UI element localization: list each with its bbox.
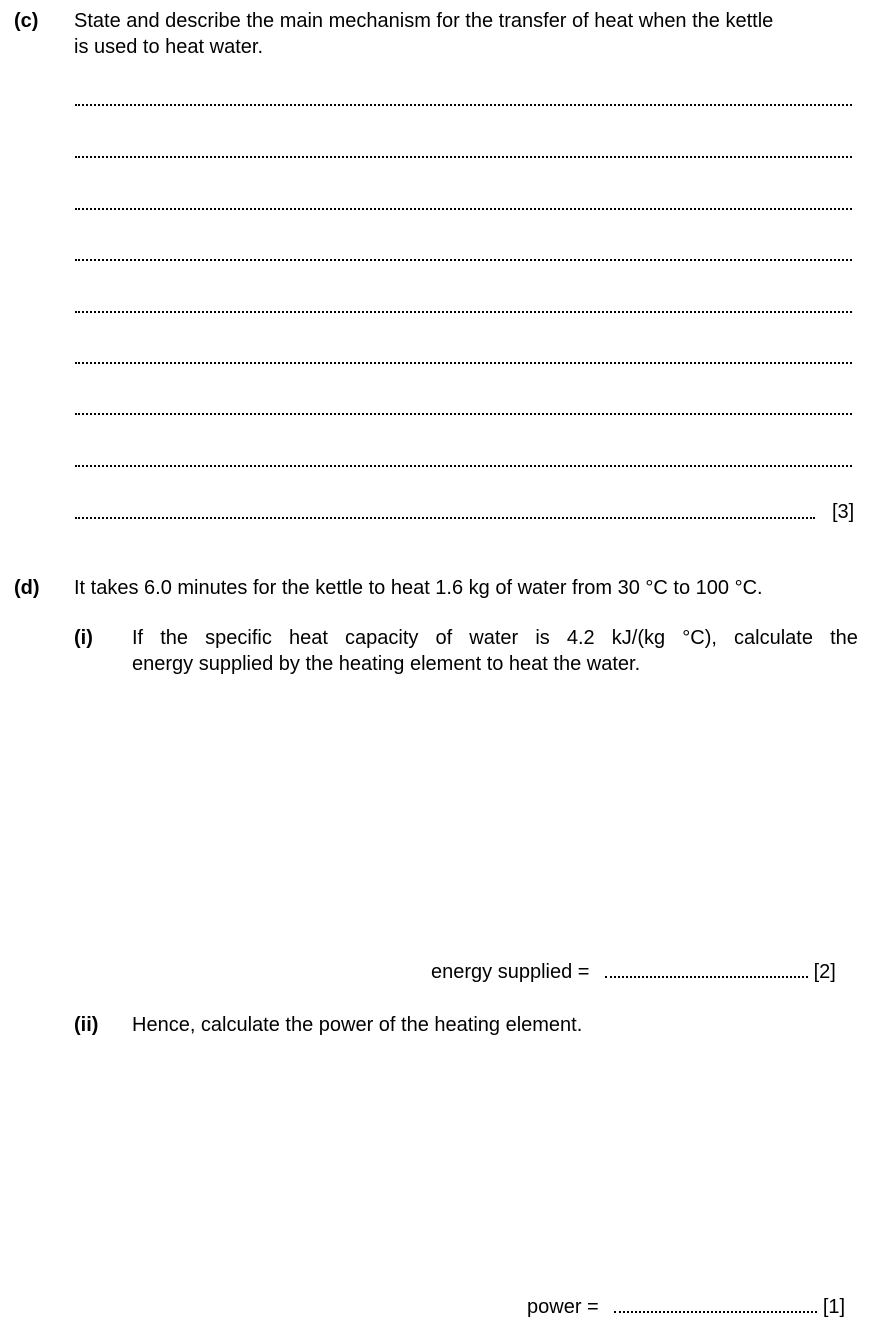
sub-i-word: capacity bbox=[345, 627, 419, 649]
answer-line-6[interactable] bbox=[75, 362, 852, 364]
sub-i-word: kJ/(kg bbox=[611, 627, 666, 649]
part-c-marks: [3] bbox=[832, 501, 855, 523]
part-c-question-line2: is used to heat water. bbox=[74, 36, 264, 58]
sub-i-word: is bbox=[535, 627, 550, 649]
energy-answer-field[interactable] bbox=[605, 976, 808, 978]
answer-line-1[interactable] bbox=[75, 104, 852, 106]
answer-line-3[interactable] bbox=[75, 208, 852, 210]
energy-answer-row bbox=[431, 961, 836, 984]
sub-i-word: water bbox=[469, 627, 519, 649]
power-answer-row bbox=[527, 1296, 845, 1319]
answer-line-7[interactable] bbox=[75, 413, 852, 415]
sub-i-label: (i) bbox=[74, 627, 93, 649]
sub-i-word: °C), bbox=[682, 627, 717, 649]
power-answer-field[interactable] bbox=[614, 1311, 817, 1313]
sub-i-word: the bbox=[830, 627, 858, 649]
sub-i-question-line1 bbox=[132, 627, 858, 650]
sub-i-word: If bbox=[132, 627, 144, 649]
sub-i-word: heat bbox=[288, 627, 328, 649]
part-d-intro: It takes 6.0 minutes for the kettle to heat 1.6 kg of water from 30 °C to 100 °C. bbox=[74, 577, 763, 599]
answer-line-2[interactable] bbox=[75, 156, 852, 158]
part-c-question-line1: State and describe the main mechanism for the transfer of heat when the kettle bbox=[74, 10, 774, 32]
answer-line-8[interactable] bbox=[75, 465, 852, 467]
power-marks: [1] bbox=[822, 1296, 846, 1318]
part-d-label: (d) bbox=[14, 577, 40, 599]
energy-marks: [2] bbox=[813, 961, 836, 983]
sub-i-question-line2: energy supplied by the heating element to heat the water. bbox=[132, 653, 641, 675]
answer-line-5[interactable] bbox=[75, 311, 852, 313]
sub-ii-question: Hence, calculate the power of the heating element. bbox=[132, 1014, 583, 1036]
answer-line-4[interactable] bbox=[75, 259, 852, 261]
sub-i-word: of bbox=[435, 627, 453, 649]
sub-i-word: specific bbox=[205, 627, 272, 649]
power-answer-label: power = bbox=[527, 1296, 599, 1318]
energy-answer-label: energy supplied = bbox=[431, 961, 590, 983]
part-c-label: (c) bbox=[14, 10, 39, 32]
sub-ii-label: (ii) bbox=[74, 1014, 99, 1036]
answer-line-9[interactable] bbox=[75, 517, 815, 519]
sub-i-word: the bbox=[160, 627, 189, 649]
sub-i-word: 4.2 bbox=[566, 627, 595, 649]
sub-i-word: calculate bbox=[734, 627, 813, 649]
